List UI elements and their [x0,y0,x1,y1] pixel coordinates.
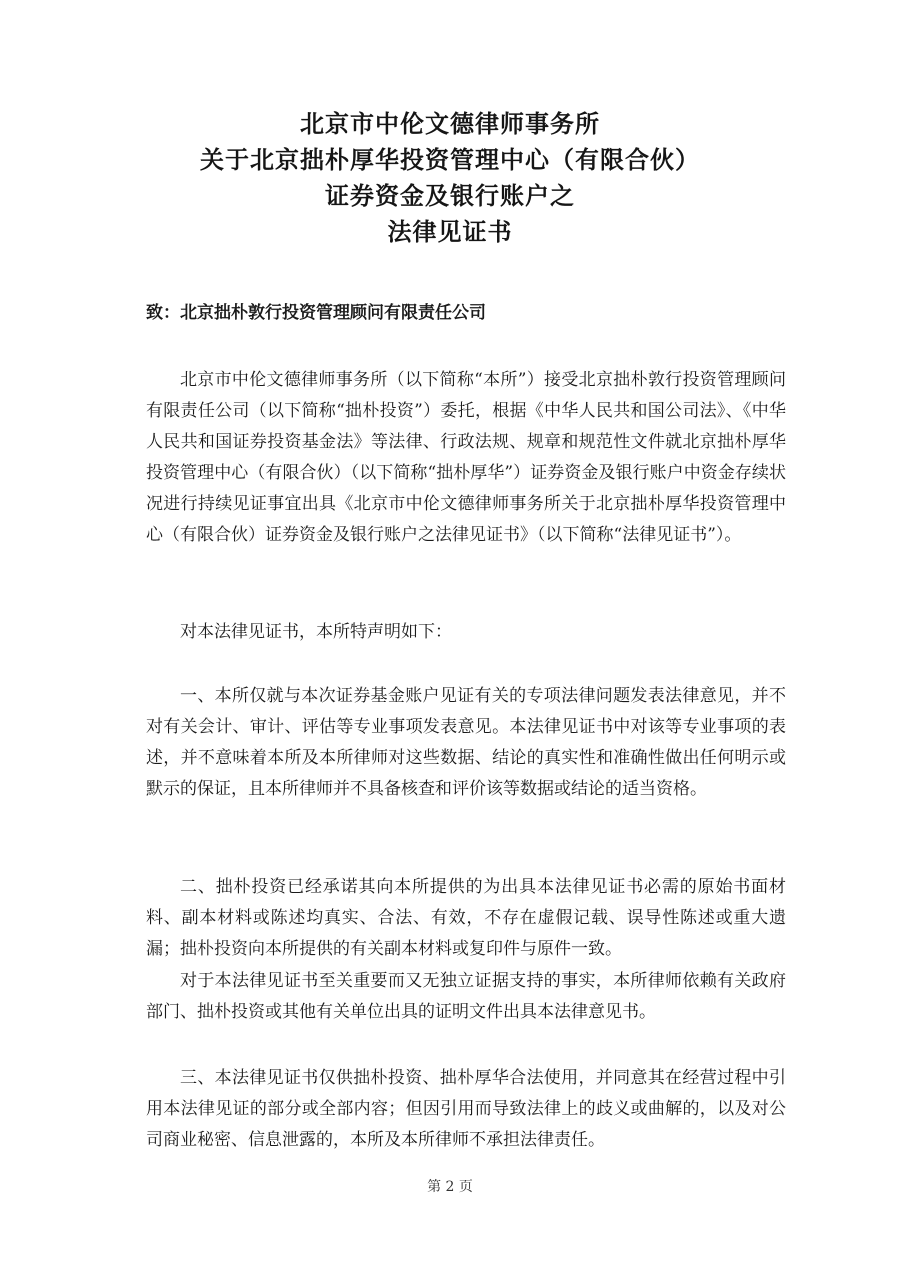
document-title [0,106,900,250]
title-line-doc-type: 法律见证书 [387,218,513,246]
paragraph-item-2: 二、拙朴投资已经承诺其向本所提供的为出具本法律见证书必需的原始书面材料、副本材料或陈述均真实、合法、有效，不存在虚假记载、误导性陈述或重大遗漏；拙朴投资向本所提供的有关副本材料或复印件与原件一致。 [146,877,786,959]
page-number: 第 2 页 [427,1179,473,1195]
paragraph-item-3: 三、本法律见证书仅供拙朴投资、拙朴厚华合法使用，并同意其在经营过程中引用本法律见证的部分或全部内容；但因引用而导致法律上的歧义或曲解的，以及对公司商业秘密、信息泄露的，本所及本所律师不承担法律责任。 [146,1068,786,1150]
paragraph-intro: 北京市中伦文德律师事务所（以下简称“本所”）接受北京拙朴敦行投资管理顾问有限责任公司（以下简称“拙朴投资”）委托，根据《中华人民共和国公司法》、《中华人民共和国证券投资基金法》等法律、行政法规、规章和规范性文件就北京拙朴厚华投资管理中心（有限合伙）（以下简称“拙朴厚华”）证券资金及银行账户中资金存续状况进行持续见证事宜出具《北京市中伦文德律师事务所关于北京拙朴厚华投资管理中心（有限合伙）证券资金及银行账户之法律见证书》（以下简称“法律见证书”）。 [146,370,786,545]
title-line-accounts: 证券资金及银行账户之 [325,182,575,210]
title-line-subject: 关于北京拙朴厚华投资管理中心（有限合伙） [200,146,700,174]
title-line-firm: 北京市中伦文德律师事务所 [300,110,600,138]
paragraph-declaration: 对本法律见证书，本所特声明如下： [180,622,452,642]
paragraph-item-2-continued: 对于本法律见证书至关重要而又无独立证据支持的事实，本所律师依赖有关政府部门、拙朴投资或其他有关单位出具的证明文件出具本法律意见书。 [146,971,786,1022]
addressee: 致：北京拙朴敦行投资管理顾问有限责任公司 [146,303,486,323]
paragraph-item-1: 一、本所仅就与本次证券基金账户见证有关的专项法律问题发表法律意见，并不对有关会计、审计、评估等专业事项发表意见。本法律见证书中对该等专业事项的表述，并不意味着本所及本所律师对这些数据、结论的真实性和准确性做出任何明示或默示的保证，且本所律师并不具备核查和评价该等数据或结论的适当资格。 [146,686,786,799]
